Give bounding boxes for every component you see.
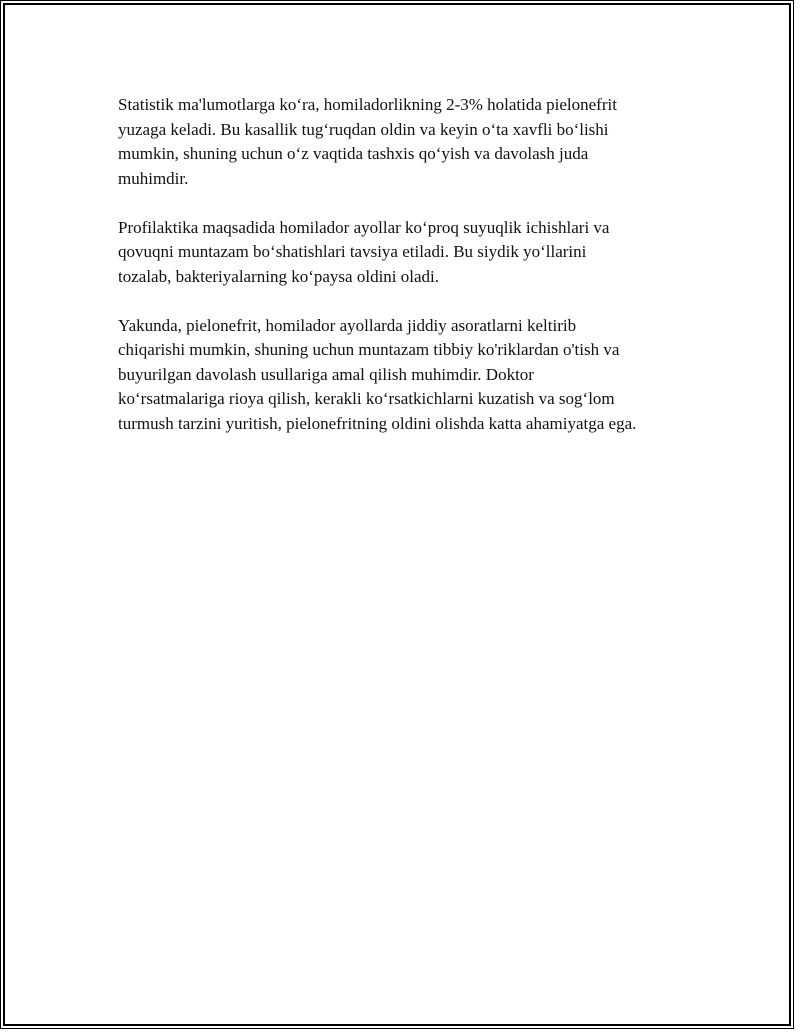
paragraph-prevention: Profilaktika maqsadida homilador ayollar koʻproq suyuqlik ichishlari va qovuqni muntazam boʻshatishlari tavsiya etiladi. Bu siydik yoʻllarini tozalab, bakteriyalarning koʻpaysa oldini oladi. [118, 217, 610, 286]
paragraph-conclusion: Yakunda, pielonefrit, homilador ayollarda jiddiy asoratlarni keltirib chiqarishi mumkin, shuning uchun muntazam tibbiy ko'riklardan o'tish va buyurilgan davolash usullariga amal qilish muhimdir. Doktor koʻrsatmalariga rioya qilish, kerakli koʻrsatkichlarni kuzatish va sogʻlom turmush tarzini yuritish, pielonefritning oldini olishda katta ahamiyatga ega. [118, 315, 637, 433]
paragraph-statistics: Statistik ma'lumotlarga koʻra, homiladorlikning 2-3% holatida pielonefrit yuzaga keladi. Bu kasallik tugʻruqdan oldin va keyin oʻta xavfli boʻlishi mumkin, shuning uchun oʻz vaqtida tashxis qoʻyish va davolash juda muhimdir. [118, 95, 617, 188]
document-body [118, 93, 698, 461]
